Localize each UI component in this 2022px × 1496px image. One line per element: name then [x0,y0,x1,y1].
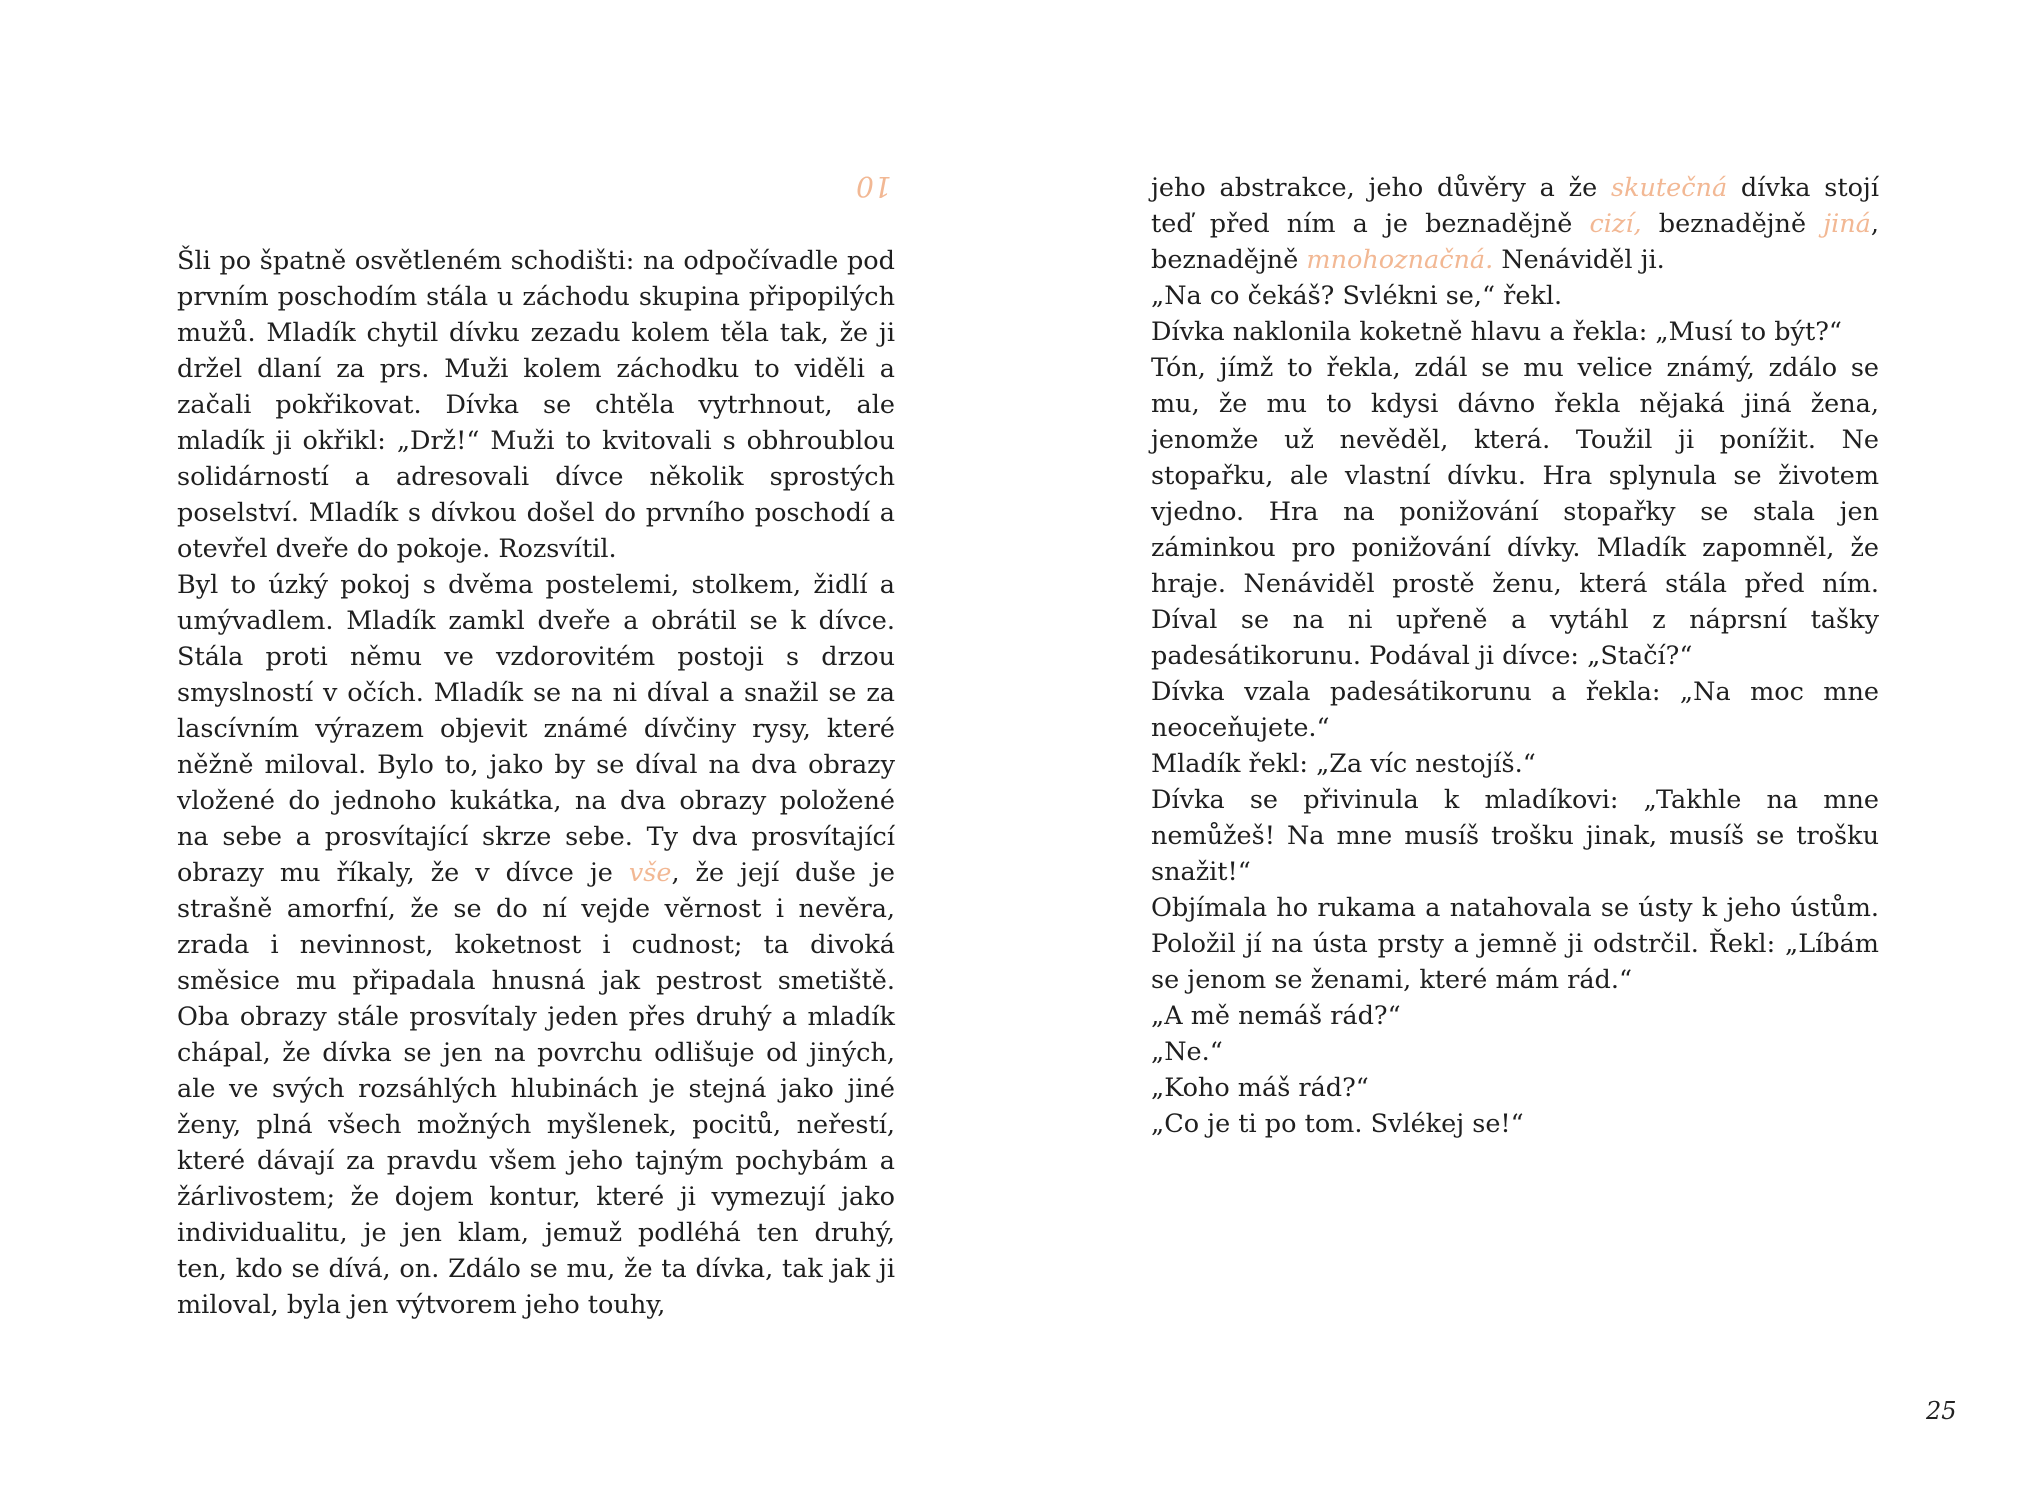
highlight-word-jina: jiná [1823,209,1871,239]
p1-part-b: dívka stojí teď před ním a je beznadějně [1151,173,1879,239]
highlight-word-mnohoznacna: mnohoznačná. [1306,245,1494,275]
dialogue-line-5: „Ne.“ [1151,1037,1223,1067]
highlight-word-vse: vše [628,858,672,888]
left-paragraph-2-end: , že její duše je strašně amorfní, že se do ní vejde věrnost i nevěra, zrada i nevinnost, koketnost i cudnost; ta divoká směsice mu připadala hnusná jak pestrost smetiště. Oba obrazy stále prosvítaly jeden přes druhý a mladík chápal, že dívka se jen na povrchu odlišuje od jiných, ale ve svých rozsáhlých hlubinách je stejná jako jiné ženy, plná všech možných myšlenek, pocitů, neřestí, které dávají za pravdu všem jeho tajným pochybám a žárlivostem; že dojem kontur, které ji vymezují jako individualitu, je jen klam, jemuž podléhá ten druhý, ten, kdo se dívá, on. Zdálo se mu, že ta dívka, tak jak ji miloval, byla jen výtvorem jeho touhy, [177,858,895,1320]
dialogue-line-4: „A mě nemáš rád?“ [1151,1001,1401,1031]
dialogue-line-3: Mladík řekl: „Za víc nestojíš.“ [1151,749,1536,779]
chapter-number: 10 [856,170,892,203]
left-paragraph-2 [177,567,895,1323]
highlight-word-cizi: cizí, [1589,209,1642,239]
left-paragraph-1: Šli po špatně osvětleném schodišti: na odpočívadle pod prvním poschodím stála u záchodu skupina připopilých mužů. Mladík chytil dívku zezadu kolem těla tak, že ji držel dlaní za prs. Muži kolem záchodku to viděli a začali pokřikovat. Dívka se chtěla vytrhnout, ale mladík ji okřikl: „Drž!“ Muži to kvitovali s obhroublou solidárností a adresovali dívce několik sprostých poselství. Mladík s dívkou došel do prvního poschodí a otevřel dveře do pokoje. Rozsvítil. [177,246,895,564]
right-text-column [1151,170,1879,1142]
right-page [1011,0,2022,1496]
right-paragraph-5: Objímala ho rukama a natahovala se ústy k jeho ústům. Položil jí na ústa prsty a jemně ji odstrčil. Řekl: „Líbám se jenom se ženami, které mám rád.“ [1151,893,1879,995]
p1-part-e: Nenáviděl ji. [1493,245,1665,275]
right-paragraph-2: Tón, jímž to řekla, zdál se mu velice známý, zdálo se mu, že mu to kdysi dávno řekla nějaká jiná žena, jenomže už nevěděl, která. Toužil ji ponížit. Ne stopařku, ale vlastní dívku. Hra splynula se životem vjedno. Hra na ponižování stopařky se stala jen záminkou pro ponižování dívky. Mladík zapomněl, že hraje. Nenáviděl prostě ženu, která stála před ním. Díval se na ni upřeně a vytáhl z náprsní tašky padesátikorunu. Podával ji dívce: „Stačí?“ [1151,353,1879,671]
p1-part-d: , beznadějně [1151,209,1879,275]
highlight-word-skutecna: skutečná [1610,173,1728,203]
right-paragraph-3: Dívka vzala padesátikorunu a řekla: „Na moc mne neoceňujete.“ [1151,677,1879,743]
dialogue-line-7: „Co je ti po tom. Svlékej se!“ [1151,1109,1524,1139]
p1-part-a: jeho abstrakce, jeho důvěry a že [1151,173,1611,203]
dialogue-line-6: „Koho máš rád?“ [1151,1073,1369,1103]
page-number: 25 [1926,1397,1957,1425]
dialogue-line-2: Dívka naklonila koketně hlavu a řekla: „Musí to být?“ [1151,317,1842,347]
dialogue-line-1: „Na co čekáš? Svlékni se,“ řekl. [1151,281,1563,311]
p1-part-c: beznadějně [1641,209,1824,239]
right-paragraph-4: Dívka se přivinula k mladíkovi: „Takhle na mne nemůžeš! Na mne musíš trošku jinak, musíš se trošku snažit!“ [1151,785,1879,887]
right-paragraph-1 [1151,170,1879,278]
left-text-column [177,243,895,1323]
left-paragraph-2-start: Byl to úzký pokoj s dvěma postelemi, stolkem, židlí a umývadlem. Mladík zamkl dveře a obrátil se k dívce. Stála proti němu ve vzdorovitém postoji s drzou smyslností v očích. Mladík se na ni díval a snažil se za lascívním výrazem objevit známé dívčiny rysy, které něžně miloval. Bylo to, jako by se díval na dva obrazy vložené do jednoho kukátka, na dva obrazy položené na sebe a prosvítající skrze sebe. Ty dva prosvítající obrazy mu říkaly, že v dívce je [177,570,895,888]
